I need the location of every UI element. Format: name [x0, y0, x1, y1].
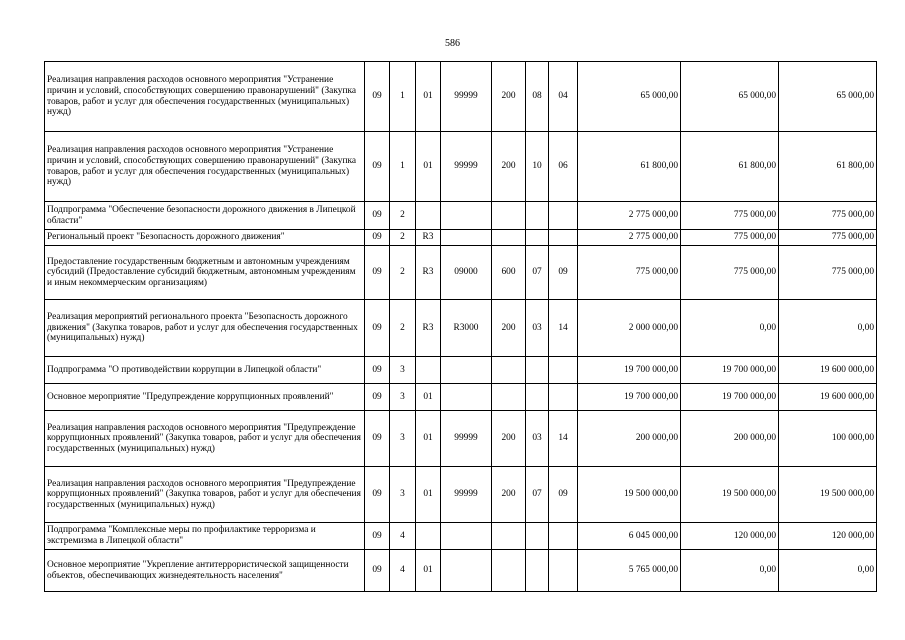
code-cell: 08	[526, 62, 549, 132]
table-row	[45, 357, 877, 384]
row-name: Реализация мероприятий регионального проекта "Безопасность дорожного движения" (Закупка товаров, работ и услуг для обеспечения государственных (муниципальных) нужд)	[45, 300, 365, 357]
code-cell: 04	[549, 62, 578, 132]
table-row	[45, 411, 877, 467]
amount-cell: 2 000 000,00	[578, 300, 681, 357]
code-cell: 09	[365, 202, 390, 230]
table-row	[45, 202, 877, 230]
amount-cell: 19 700 000,00	[681, 384, 779, 411]
amount-cell: 775 000,00	[779, 202, 877, 230]
code-cell	[416, 202, 441, 230]
code-cell	[441, 202, 492, 230]
code-cell: 01	[416, 467, 441, 523]
amount-cell: 19 700 000,00	[578, 384, 681, 411]
code-cell: 06	[549, 132, 578, 202]
code-cell: 09	[365, 411, 390, 467]
code-cell: 2	[390, 230, 416, 246]
code-cell: 09	[549, 467, 578, 523]
code-cell: 99999	[441, 62, 492, 132]
code-cell: 99999	[441, 132, 492, 202]
row-name: Предоставление государственным бюджетным и автономным учреждениям субсидий (Предоставление субсидий бюджетным, автономным учреждениям и иным некоммерческим организациям)	[45, 246, 365, 300]
amount-cell: 19 600 000,00	[779, 357, 877, 384]
code-cell: 200	[492, 132, 526, 202]
table-row	[45, 523, 877, 550]
code-cell: 01	[416, 132, 441, 202]
amount-cell: 775 000,00	[578, 246, 681, 300]
code-cell: 09	[365, 550, 390, 592]
row-name: Основное мероприятие "Предупреждение коррупционных проявлений"	[45, 384, 365, 411]
code-cell: 2	[390, 246, 416, 300]
code-cell	[441, 523, 492, 550]
code-cell: 4	[390, 550, 416, 592]
code-cell: 200	[492, 300, 526, 357]
table-row	[45, 300, 877, 357]
table-row	[45, 550, 877, 592]
amount-cell: 0,00	[779, 300, 877, 357]
code-cell: 01	[416, 550, 441, 592]
code-cell: R3	[416, 300, 441, 357]
code-cell: 01	[416, 411, 441, 467]
code-cell	[549, 230, 578, 246]
code-cell: 01	[416, 62, 441, 132]
code-cell	[416, 523, 441, 550]
amount-cell: 2 775 000,00	[578, 202, 681, 230]
code-cell	[549, 550, 578, 592]
code-cell: 09	[365, 132, 390, 202]
amount-cell: 19 600 000,00	[779, 384, 877, 411]
code-cell	[441, 357, 492, 384]
code-cell: R3	[416, 230, 441, 246]
table-row	[45, 132, 877, 202]
row-name: Реализация направления расходов основного мероприятия "Предупреждение коррупционных проявлений" (Закупка товаров, работ и услуг для обеспечения государственных (муниципальных) нужд)	[45, 411, 365, 467]
amount-cell: 19 500 000,00	[779, 467, 877, 523]
amount-cell: 61 800,00	[681, 132, 779, 202]
amount-cell: 61 800,00	[779, 132, 877, 202]
code-cell: 14	[549, 411, 578, 467]
code-cell: R3	[416, 246, 441, 300]
code-cell: 4	[390, 523, 416, 550]
row-name: Реализация направления расходов основного мероприятия "Устранение причин и условий, способствующих совершению правонарушений" (Закупка товаров, работ и услуг для обеспечения государственных (муниципальных) нужд)	[45, 62, 365, 132]
code-cell: 3	[390, 411, 416, 467]
code-cell: 09	[365, 62, 390, 132]
row-name: Подпрограмма "Комплексные меры по профилактике терроризма и экстремизма в Липецкой области"	[45, 523, 365, 550]
amount-cell: 100 000,00	[779, 411, 877, 467]
code-cell	[492, 230, 526, 246]
amount-cell: 0,00	[681, 550, 779, 592]
table-row	[45, 246, 877, 300]
code-cell: 10	[526, 132, 549, 202]
code-cell: 09	[365, 384, 390, 411]
code-cell	[441, 550, 492, 592]
code-cell	[549, 384, 578, 411]
code-cell: 09	[365, 246, 390, 300]
code-cell: R3000	[441, 300, 492, 357]
amount-cell: 775 000,00	[779, 230, 877, 246]
table-row	[45, 230, 877, 246]
code-cell: 07	[526, 467, 549, 523]
code-cell: 200	[492, 467, 526, 523]
code-cell: 03	[526, 411, 549, 467]
amount-cell: 65 000,00	[681, 62, 779, 132]
amount-cell: 775 000,00	[779, 246, 877, 300]
code-cell	[492, 357, 526, 384]
amount-cell: 65 000,00	[779, 62, 877, 132]
amount-cell: 61 800,00	[578, 132, 681, 202]
code-cell: 09	[365, 300, 390, 357]
code-cell	[549, 523, 578, 550]
code-cell	[549, 357, 578, 384]
code-cell: 600	[492, 246, 526, 300]
row-name: Реализация направления расходов основного мероприятия "Устранение причин и условий, способствующих совершению правонарушений" (Закупка товаров, работ и услуг для обеспечения государственных (муниципальных) нужд)	[45, 132, 365, 202]
code-cell: 1	[390, 132, 416, 202]
amount-cell: 19 700 000,00	[681, 357, 779, 384]
code-cell: 200	[492, 411, 526, 467]
code-cell	[441, 230, 492, 246]
code-cell: 09	[365, 467, 390, 523]
amount-cell: 19 500 000,00	[578, 467, 681, 523]
code-cell	[526, 523, 549, 550]
amount-cell: 200 000,00	[681, 411, 779, 467]
amount-cell: 6 045 000,00	[578, 523, 681, 550]
amount-cell: 775 000,00	[681, 230, 779, 246]
amount-cell: 5 765 000,00	[578, 550, 681, 592]
code-cell: 99999	[441, 467, 492, 523]
code-cell: 09	[549, 246, 578, 300]
code-cell: 2	[390, 300, 416, 357]
code-cell	[492, 202, 526, 230]
code-cell: 09	[365, 230, 390, 246]
code-cell: 03	[526, 300, 549, 357]
code-cell	[526, 550, 549, 592]
code-cell: 09	[365, 357, 390, 384]
code-cell	[441, 384, 492, 411]
table-row	[45, 62, 877, 132]
row-name: Подпрограмма "Обеспечение безопасности дорожного движения в Липецкой области"	[45, 202, 365, 230]
code-cell: 09	[365, 523, 390, 550]
code-cell: 1	[390, 62, 416, 132]
amount-cell: 65 000,00	[578, 62, 681, 132]
amount-cell: 0,00	[681, 300, 779, 357]
row-name: Реализация направления расходов основного мероприятия "Предупреждение коррупционных проявлений" (Закупка товаров, работ и услуг для обеспечения государственных (муниципальных) нужд)	[45, 467, 365, 523]
code-cell: 2	[390, 202, 416, 230]
code-cell	[492, 384, 526, 411]
code-cell	[526, 230, 549, 246]
amount-cell: 19 700 000,00	[578, 357, 681, 384]
code-cell: 14	[549, 300, 578, 357]
amount-cell: 120 000,00	[779, 523, 877, 550]
code-cell: 09000	[441, 246, 492, 300]
row-name: Основное мероприятие "Укрепление антитеррористической защищенности объектов, обеспечивающих жизнедеятельность населения"	[45, 550, 365, 592]
page-number: 586	[445, 38, 460, 49]
code-cell: 3	[390, 384, 416, 411]
table-row	[45, 384, 877, 411]
code-cell	[492, 550, 526, 592]
code-cell	[526, 202, 549, 230]
amount-cell: 775 000,00	[681, 246, 779, 300]
code-cell	[416, 357, 441, 384]
code-cell: 200	[492, 62, 526, 132]
amount-cell: 19 500 000,00	[681, 467, 779, 523]
amount-cell: 0,00	[779, 550, 877, 592]
code-cell	[492, 523, 526, 550]
code-cell: 99999	[441, 411, 492, 467]
code-cell	[526, 384, 549, 411]
code-cell	[526, 357, 549, 384]
code-cell: 3	[390, 357, 416, 384]
budget-table	[44, 61, 877, 592]
row-name: Подпрограмма "О противодействии коррупции в Липецкой области"	[45, 357, 365, 384]
code-cell: 01	[416, 384, 441, 411]
amount-cell: 2 775 000,00	[578, 230, 681, 246]
amount-cell: 120 000,00	[681, 523, 779, 550]
code-cell: 07	[526, 246, 549, 300]
amount-cell: 200 000,00	[578, 411, 681, 467]
row-name: Региональный проект "Безопасность дорожного движения"	[45, 230, 365, 246]
table-row	[45, 467, 877, 523]
code-cell	[549, 202, 578, 230]
amount-cell: 775 000,00	[681, 202, 779, 230]
code-cell: 3	[390, 467, 416, 523]
